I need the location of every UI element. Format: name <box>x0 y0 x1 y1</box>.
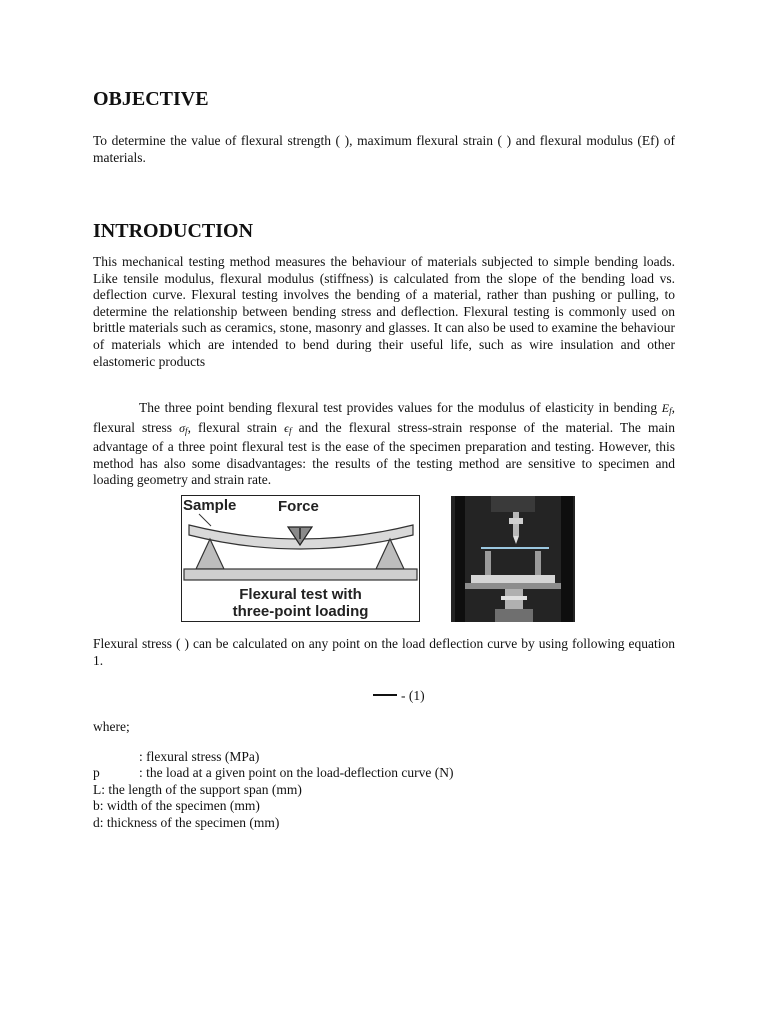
force-label: Force <box>278 498 319 515</box>
test-machine-photo <box>451 496 575 622</box>
base-plate-shape <box>184 569 417 580</box>
definition-span: L: the length of the support span (mm) <box>93 782 302 797</box>
para2-text-d: and the flexural stress-strain response of the material. The main advantage of a three point flexural test is the ease of the specimen preparation and testing. However, this method has also some disadvantages: the results of the testing method are sensitive to specimen and loading geometry and strain rate. <box>93 419 675 488</box>
para2-text-c: , flexural strain <box>187 419 285 435</box>
flexural-stress-text: Flexural stress ( ) can be calculated on any point on the load deflection curve by using following equation 1. <box>93 636 675 668</box>
definition-width: b: width of the specimen (mm) <box>93 798 260 813</box>
equation-1 <box>373 688 425 704</box>
caption-line-1: Flexural test with <box>239 586 362 603</box>
fraction-bar <box>373 694 397 696</box>
strain-symbol: $\epsilon_f$ <box>284 420 292 436</box>
caption-line-2: three-point loading <box>232 603 369 620</box>
definition-load: p : the load at a given point on the load-deflection curve (N) <box>93 765 454 780</box>
definition-stress: : flexural stress (MPa) <box>139 749 260 764</box>
introduction-heading: INTRODUCTION <box>93 220 254 242</box>
objective-heading: OBJECTIVE <box>93 88 209 110</box>
stress-symbol: $\sigma_f$ <box>179 420 188 436</box>
equation-label: - (1) <box>401 688 425 703</box>
introduction-paragraph-1: This mechanical testing method measures the behaviour of materials subjected to simple bending loads. Like tensile modulus, flexural modulus (stiffness) is calculated from the slope of the bending load vs. deflection curve. Flexural testing involves the bending of a material, rather than pushing or pulling, to determine the relationship between bending stress and deflection. Flexural testing is commonly used on brittle materials such as ceramics, stone, masonry and glasses. It can also be used to examine the behaviour of materials which are intended to bend during their useful life, such as wire insulation and other elastomeric products <box>93 254 675 369</box>
three-point-loading-diagram <box>181 495 420 622</box>
definition-thickness: d: thickness of the specimen (mm) <box>93 815 280 830</box>
para2-text-a: The three point bending flexural test provides values for the modulus of elasticity in bending <box>139 400 662 415</box>
sample-label: Sample <box>183 497 237 514</box>
introduction-paragraph-2 <box>93 400 675 489</box>
modulus-symbol: $E_f$ <box>661 401 672 416</box>
where-label: where; <box>93 719 130 734</box>
objective-text: To determine the value of flexural strength ( ), maximum flexural strain ( ) and flexural modulus (Ef) of materials. <box>93 133 675 165</box>
para2-text-b: , flexural stress <box>93 400 675 435</box>
